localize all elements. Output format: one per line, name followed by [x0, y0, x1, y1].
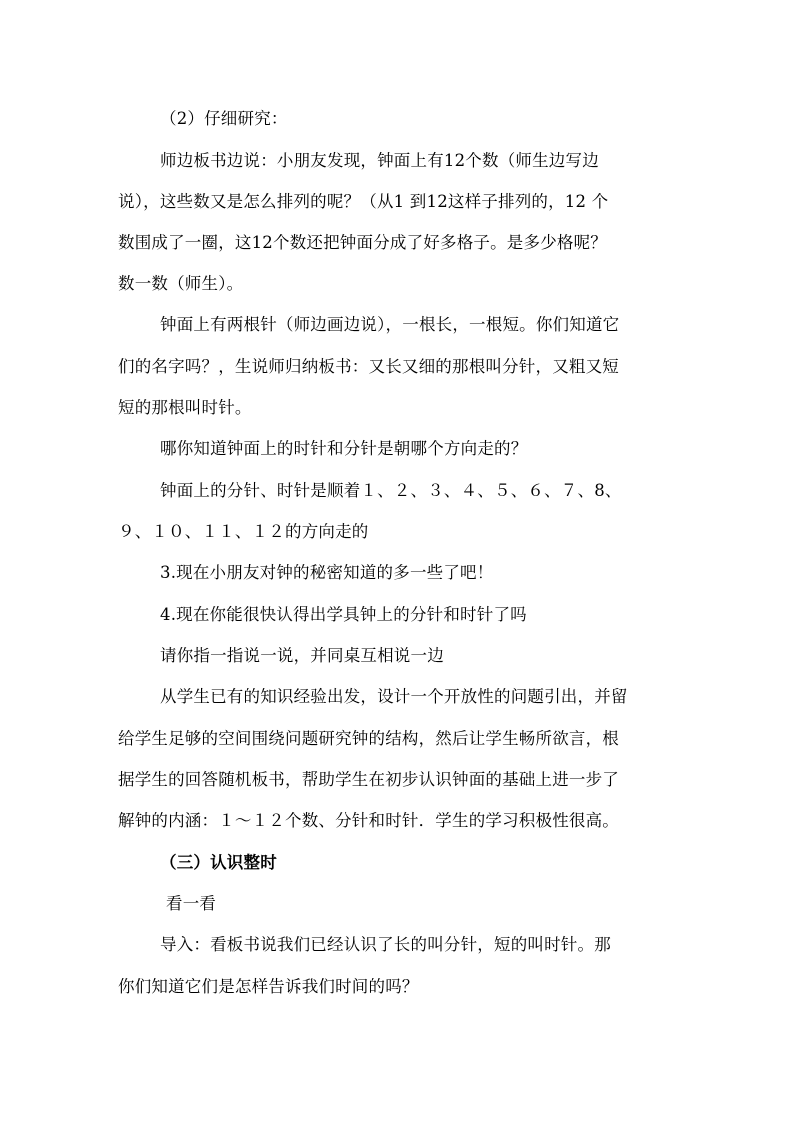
paragraph-line: 数一数（师生）。: [118, 274, 244, 293]
paragraph-line: 导入：看板书说我们已经认识了长的叫分针，短的叫时针。那: [160, 935, 611, 954]
subheading-careful-study: （2）仔细研究：: [160, 109, 288, 128]
paragraph-line: 4.现在你能很快认得出学具钟上的分针和时针了吗: [160, 605, 527, 624]
paragraph-line: 你们知道它们是怎样告诉我们时间的吗？: [118, 977, 419, 996]
section-heading-whole-hour: （三）认识整时: [160, 853, 277, 872]
subheading-look: 看一看: [166, 894, 217, 913]
paragraph-line: 3.现在小朋友对钟的秘密知道的多一些了吧！: [160, 563, 494, 582]
paragraph-line: 师边板书边说：小朋友发现，钟面上有12个数（师生边写边: [160, 151, 599, 170]
paragraph-line: 给学生足够的空间围绕问题研究钟的结构，然后让学生畅所欲言，根: [118, 729, 619, 748]
paragraph-line: 据学生的回答随机板书，帮助学生在初步认识钟面的基础上进一步了: [118, 770, 619, 789]
paragraph-line: 们的名字吗？，生说师归纳板书：又长又细的那根叫分针，又粗又短: [118, 357, 619, 376]
paragraph-line: 从学生已有的知识经验出发，设计一个开放性的问题引出，并留: [160, 687, 628, 706]
paragraph-line: 解钟的内涵：１～１２个数、分针和时针．学生的学习积极性很高。: [118, 811, 619, 830]
paragraph-line: 钟面上有两根针（师边画边说），一根长，一根短。你们知道它: [160, 315, 620, 334]
paragraph-line: 钟面上的分针、时针是顺着１、２、３、４、５、６、７、8、: [160, 481, 622, 500]
paragraph-line: 数围成了一圈，这12个数还把钟面分成了好多格子。是多少格呢？: [118, 233, 607, 252]
paragraph-line: 短的那根叫时针。: [118, 398, 252, 417]
paragraph-line: 哪你知道钟面上的时针和分针是朝哪个方向走的？: [160, 439, 528, 458]
paragraph-line: 说），这些数又是怎么排列的呢？（从1 到12这样子排列的，12 个: [118, 192, 609, 211]
paragraph-line: ９、１０、１１、１２的方向走的: [118, 522, 369, 541]
paragraph-line: 请你指一指说一说，并同桌互相说一边: [160, 646, 444, 665]
